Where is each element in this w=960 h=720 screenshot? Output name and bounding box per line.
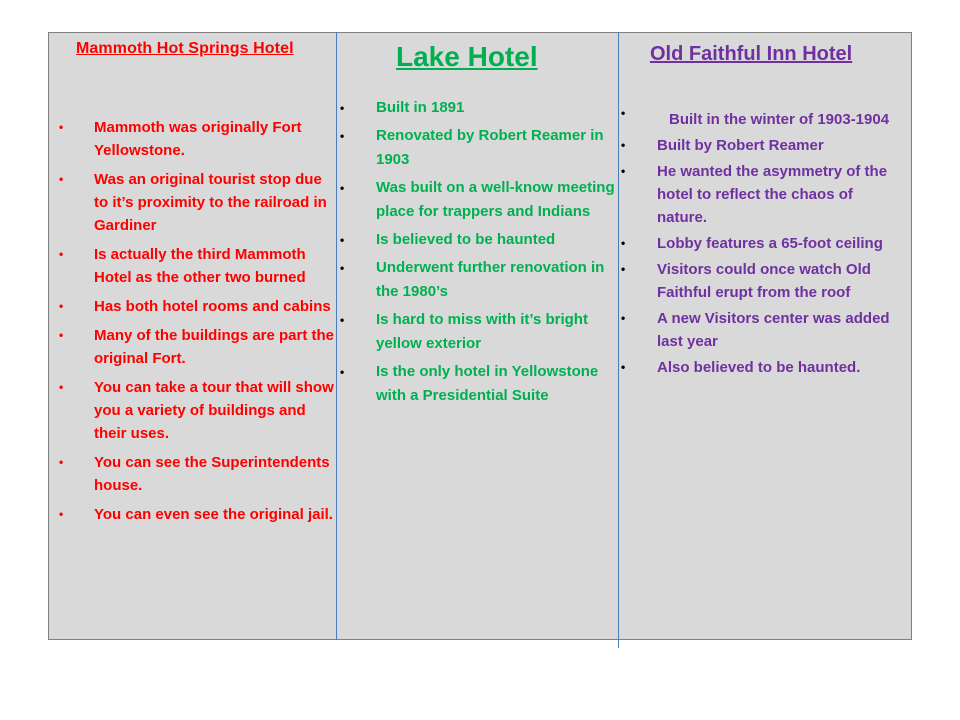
list-item: • Visitors could once watch Old Faithful erupt from the roof (657, 258, 907, 304)
bullet-icon: • (621, 138, 626, 152)
list-item: • Was an original tourist stop due to it’s proximity to the railroad in Gardiner (94, 168, 338, 237)
list-item: • A new Visitors center was added last year (657, 307, 907, 353)
list-item: • Mammoth was originally Fort Yellowstone. (94, 116, 338, 162)
list-item: • Built in 1891 (376, 96, 624, 120)
list-item: • Underwent further renovation in the 1980’s (376, 256, 624, 304)
list-item: • Built by Robert Reamer (657, 134, 907, 157)
bullet-icon: • (59, 380, 64, 394)
bullet-icon: • (340, 129, 345, 143)
list-item: • You can even see the original jail. (94, 503, 338, 526)
list-item: • Built in the winter of 1903-1904 (657, 108, 907, 131)
bullet-icon: • (340, 101, 345, 115)
bullet-icon: • (621, 311, 626, 325)
bullet-icon: • (59, 299, 64, 313)
list-item: • Also believed to be haunted. (657, 356, 907, 379)
bullet-icon: • (59, 247, 64, 261)
old-faithful-title: Old Faithful Inn Hotel (650, 43, 853, 65)
list-item: • He wanted the asymmetry of the hotel to reflect the chaos of nature. (657, 160, 907, 229)
lake-bullet-list (340, 96, 624, 408)
bullet-icon: • (59, 172, 64, 186)
mammoth-title: Mammoth Hot Springs Hotel (76, 40, 294, 57)
bullet-icon: • (621, 262, 626, 276)
list-item: • Many of the buildings are part the original Fort. (94, 324, 338, 370)
bullet-icon: • (59, 328, 64, 342)
list-item: • Renovated by Robert Reamer in 1903 (376, 124, 624, 172)
bullet-icon: • (340, 313, 345, 327)
column-mammoth (59, 40, 338, 532)
list-item: • Has both hotel rooms and cabins (94, 295, 338, 318)
bullet-icon: • (340, 365, 345, 379)
bullet-icon: • (621, 236, 626, 250)
bullet-icon: • (340, 233, 345, 247)
bullet-icon: • (340, 181, 345, 195)
bullet-icon: • (621, 360, 626, 374)
list-item: • Is hard to miss with it’s bright yellow exterior (376, 308, 624, 356)
mammoth-bullet-list (59, 116, 338, 526)
list-item: • Is believed to be haunted (376, 228, 624, 252)
lake-title: Lake Hotel (396, 41, 538, 72)
bullet-icon: • (59, 120, 64, 134)
list-item: • You can take a tour that will show you a variety of buildings and their uses. (94, 376, 338, 445)
bullet-icon: • (59, 507, 64, 521)
list-item: • Lobby features a 65-foot ceiling (657, 232, 907, 255)
bullet-icon: • (621, 164, 626, 178)
old-faithful-bullet-list (621, 106, 907, 379)
bullet-icon: • (621, 106, 626, 120)
bullet-icon: • (59, 455, 64, 469)
list-item: • Is the only hotel in Yellowstone with a Presidential Suite (376, 360, 624, 408)
column-lake (340, 40, 624, 412)
bullet-icon: • (340, 261, 345, 275)
list-item: • You can see the Superintendents house. (94, 451, 338, 497)
list-item: • Is actually the third Mammoth Hotel as the other two burned (94, 243, 338, 289)
column-old-faithful (621, 40, 907, 382)
list-item: • Was built on a well-know meeting place for trappers and Indians (376, 176, 624, 224)
